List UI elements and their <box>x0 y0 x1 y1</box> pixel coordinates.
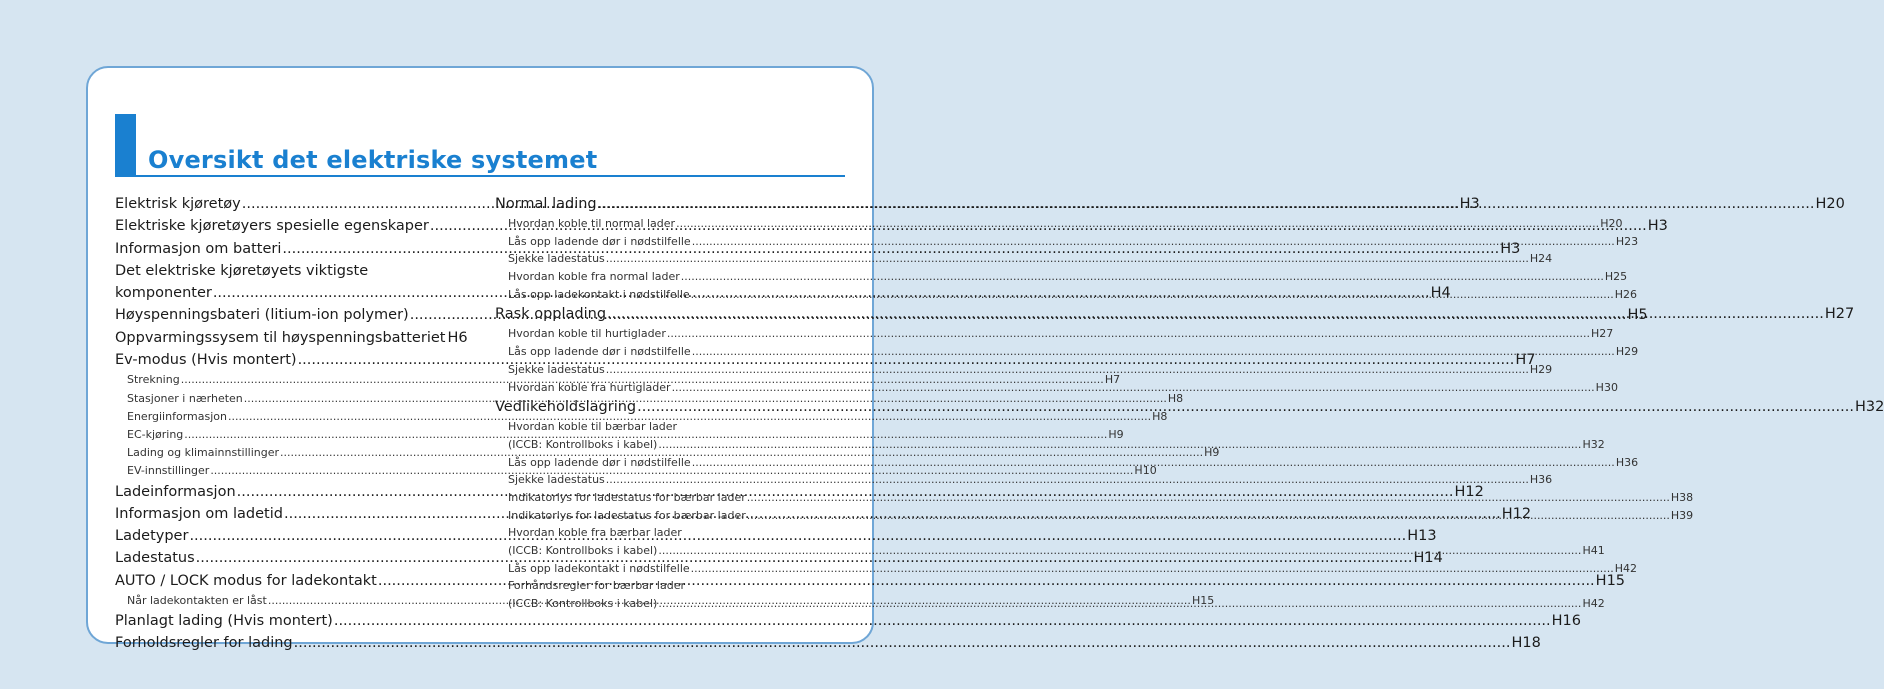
toc-entry-page: H23 <box>1615 234 1639 248</box>
toc-entry-title: Vedlikeholdslagring <box>495 399 637 416</box>
toc-entry-page: H29 <box>1529 362 1553 376</box>
toc-entry-title: Lås opp ladende dør i nødstilfelle <box>508 345 691 359</box>
toc-entry-title: Sjekke ladestatus <box>508 362 605 376</box>
toc-entry-title: (ICCB: Kontrollboks i kabel) <box>508 437 658 451</box>
toc-entry[interactable] <box>495 325 1614 343</box>
toc-dot-leader <box>691 560 1614 578</box>
title-accent-bar <box>115 114 136 177</box>
toc-entry-title: Lås opp ladekontakt i nødstilfelle <box>508 287 690 301</box>
title-underline <box>136 175 845 177</box>
toc-entry-page: H42 <box>1582 597 1605 611</box>
toc-entry[interactable] <box>115 610 1582 632</box>
toc-entry-page: H4 <box>1430 285 1451 302</box>
toc-entry-title: (ICCB: Kontrollboks i kabel) <box>508 597 658 611</box>
toc-entry-page: H13 <box>1407 528 1437 545</box>
toc-entry-title: Når ladekontakten er låst <box>127 593 267 607</box>
toc-entry-title: Strekning <box>127 373 180 387</box>
toc-dot-leader <box>606 471 1529 489</box>
toc-entry-page: H36 <box>1529 473 1553 487</box>
toc-dot-leader <box>606 361 1529 379</box>
toc-entry-page: H27 <box>1590 327 1614 341</box>
toc-entry-title: Informasjon om ladetid <box>115 505 283 522</box>
toc-dot-leader <box>667 325 1590 343</box>
toc-entry-title: Lås opp ladende dør i nødstilfelle <box>508 455 691 469</box>
toc-entry-page: H6 <box>447 329 468 346</box>
toc-entry-page: H36 <box>1615 455 1639 469</box>
toc-entry-page: H29 <box>1615 345 1639 359</box>
toc-entry-page: H24 <box>1529 252 1553 266</box>
toc-entry-title: AUTO / LOCK modus for ladekontakt <box>115 572 377 589</box>
toc-entry-page: H41 <box>1582 544 1605 557</box>
toc-entry-page: H30 <box>1595 380 1618 394</box>
toc-entry-page: H32 <box>1582 437 1605 451</box>
toc-entry-title: Høyspenningsbateri (litium-ion polymer) <box>115 307 409 324</box>
toc-dot-leader <box>658 436 1581 454</box>
toc-entry-page: H14 <box>1413 550 1443 567</box>
toc-dot-leader <box>598 193 1815 215</box>
toc-entry-title: Ladeinformasjon <box>115 483 236 500</box>
toc-entry-page: H12 <box>1454 483 1484 500</box>
toc-entry-page: H3 <box>1647 218 1668 235</box>
toc-entry-title: Planlagt lading (Hvis montert) <box>115 613 333 630</box>
toc-entry-title: Rask opplading <box>495 306 607 323</box>
toc-entry-page: H9 <box>1108 427 1124 441</box>
toc-entry-title: Forhåndsregler for bærbar lader <box>508 579 686 593</box>
toc-entry-page: H15 <box>1595 572 1626 589</box>
toc-entry-page: H16 <box>1551 613 1582 630</box>
toc-dot-leader <box>676 215 1599 233</box>
toc-entry-title: Hvordan koble fra normal lader <box>508 270 680 284</box>
toc-entry-page: H8 <box>1152 409 1168 423</box>
toc-entry-title: Lading og klimainnstillinger <box>127 446 280 460</box>
toc-entry[interactable] <box>115 408 1168 426</box>
toc-entry-title: Forholdsregler for lading <box>115 635 293 652</box>
toc-entry-title: Hvordan koble til hurtiglader <box>508 327 666 341</box>
toc-entry-title: Ladetyper <box>115 528 189 545</box>
toc-entry-page: H9 <box>1204 446 1220 460</box>
toc-entry-title: Elektrisk kjøretøy <box>115 196 241 212</box>
toc-entry-page: H15 <box>1191 593 1215 607</box>
toc-dot-leader <box>658 542 1581 560</box>
toc-entry-title: Hvordan koble fra bærbar lader <box>508 526 682 540</box>
toc-entry-title: Elektriske kjøretøyers spesielle egenskaper <box>115 218 429 235</box>
toc-entry-page: H3 <box>1459 196 1480 212</box>
toc-entry-page: H26 <box>1614 287 1638 301</box>
toc-entry-page: H7 <box>1515 352 1536 369</box>
toc-dot-leader <box>658 595 1581 613</box>
toc-entry[interactable] <box>495 215 1623 233</box>
toc-dot-leader <box>637 396 1854 418</box>
toc-dot-leader <box>692 343 1615 361</box>
toc-entry-title: Stasjoner i nærheten <box>127 391 243 405</box>
toc-entry[interactable] <box>495 361 1553 379</box>
toc-entry-title: EV-innstillinger <box>127 464 210 478</box>
toc-dot-leader <box>692 233 1615 251</box>
toc-entry-title: EC-kjøring <box>127 427 184 441</box>
toc-entry-page: H20 <box>1815 196 1845 212</box>
toc-entry[interactable] <box>495 418 847 436</box>
toc-dot-leader <box>747 489 1670 507</box>
toc-entry-title: komponenter <box>115 285 212 302</box>
toc-entry-page: H27 <box>1824 306 1855 323</box>
toc-dot-leader <box>691 286 1614 304</box>
toc-entry-title: Energiinformasjon <box>127 409 227 423</box>
toc-entry[interactable] <box>495 577 847 595</box>
toc-entry-title: Hvordan koble til normal lader <box>508 217 676 230</box>
toc-entry-page: H7 <box>1104 373 1121 387</box>
toc-entry[interactable] <box>495 268 1628 286</box>
toc-entry-title: Oppvarmingssysem til høyspenningsbatteriet <box>115 329 446 346</box>
toc-entry-page: H25 <box>1604 270 1628 284</box>
toc-dot-leader <box>607 303 1824 325</box>
toc-entry[interactable] <box>115 327 468 349</box>
toc-entry-page: H39 <box>1670 508 1694 522</box>
toc-entry-page: H3 <box>1500 240 1521 257</box>
toc-entry-page: H5 <box>1627 307 1648 324</box>
toc-entry-title: Sjekke ladestatus <box>508 473 605 487</box>
toc-entry-title: Hvordan koble fra hurtiglader <box>508 380 671 394</box>
toc-entry[interactable] <box>115 632 1541 654</box>
toc-entry[interactable] <box>495 524 847 542</box>
toc-entry-title: Ladestatus <box>115 550 195 567</box>
toc-entry-page: H10 <box>1134 464 1157 478</box>
toc-dot-leader <box>606 250 1529 268</box>
toc-entry-title: Lås opp ladekontakt i nødstilfelle <box>508 561 690 575</box>
toc-dot-leader <box>681 268 1604 286</box>
toc-entry-title: Informasjon om batteri <box>115 240 282 257</box>
toc-entry-page: H12 <box>1501 505 1532 522</box>
toc-entry-page: H42 <box>1614 561 1638 575</box>
toc-entry-page: H8 <box>1167 391 1184 405</box>
toc-entry-page: H20 <box>1600 217 1623 230</box>
toc-entry-title: Normal lading <box>495 196 597 212</box>
toc-dot-leader <box>747 507 1670 525</box>
toc-entry-title: Indikatorlys for ladestatus for bærbar lader <box>508 490 746 504</box>
toc-entry-title: Hvordan koble til bærbar lader <box>508 420 678 434</box>
toc-entry-title: Sjekke ladestatus <box>508 252 605 266</box>
toc-dot-leader <box>672 379 1595 397</box>
toc-entry-page: H18 <box>1511 635 1541 652</box>
toc-entry-title: Ev-modus (Hvis montert) <box>115 352 297 369</box>
toc-entry-title: Indikatorlys for ladestatus for bærbar lader <box>508 508 746 522</box>
toc-entry[interactable] <box>115 260 464 282</box>
toc-entry[interactable] <box>495 250 1553 268</box>
toc-dot-leader <box>334 610 1551 632</box>
toc-entry-title: Lås opp ladende dør i nødstilfelle <box>508 234 691 248</box>
toc-entry-page: H38 <box>1670 490 1694 504</box>
page-title: Oversikt det elektriske systemet <box>148 146 598 174</box>
toc-dot-leader <box>692 454 1615 472</box>
toc-dot-leader <box>294 632 1511 654</box>
toc-entry[interactable] <box>495 560 1638 578</box>
toc-entry-page: H32 <box>1854 399 1884 416</box>
toc-entry-title: Det elektriske kjøretøyets viktigste <box>115 262 369 279</box>
toc-entry-title: (ICCB: Kontrollboks i kabel) <box>508 544 658 557</box>
